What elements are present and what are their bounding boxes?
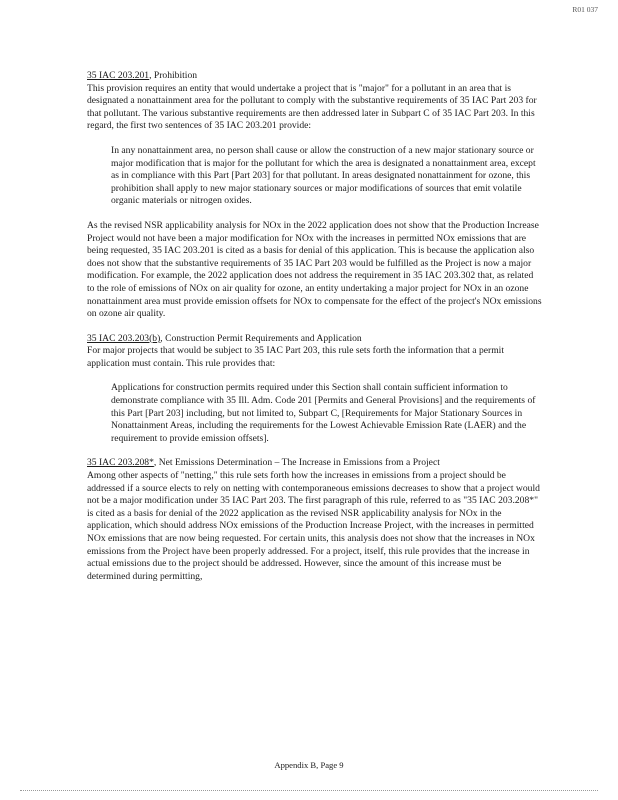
page-footer: Appendix B, Page 9 — [274, 760, 344, 770]
section-title: , Net Emissions Determination – The Increase in Emissions from a Project — [153, 457, 440, 469]
page-reference: R01 037 — [572, 5, 598, 14]
section-title: , Prohibition — [149, 70, 198, 81]
section-citation: 35 IAC 203.203(b) — [87, 332, 161, 344]
section-body: This provision requires an entity that would undertake a project that is "major" for a pollutant in an area that is designated a nonattainment area for the pollutant to comply with the substantive requirements of 35 IAC Part 203 for that pollutant. The various substantive requirements are then addressed later in Subpart C of 35 IAC Part 203. In this regard, the first two sentences of 35 IAC 203.201 provide: — [87, 82, 537, 132]
section-quote: In any nonattainment area, no person shall cause or allow the construction of a new major stationary source or major modification that is major for the pollutant for which the area is designated a nonattainment area, except as in compliance with this Part [Part 203] for that pollutant. In areas designated nonattainment for ozone, this prohibition shall apply to new major stationary sources or major modifications of sources that emit volatile organic materials or nitrogen oxides. — [111, 144, 536, 207]
section-body: For major projects that would be subject to 35 IAC Part 203, this rule sets forth the information that a permit application must contain. This rule provides that: — [87, 345, 504, 369]
section-heading-203-201 — [87, 70, 542, 83]
section-citation: 35 IAC 203.201 — [87, 70, 150, 81]
section-body: Among other aspects of "netting," this rule sets forth how the increases in emissions from a project should be addressed if a source elects to rely on netting with contemporaneous emissions decreases to show that a project would not be a major modification under 35 IAC Part 203. The first paragraph of this rule, referred to as "35 IAC 203.208*" is cited as a basis for denial of the 2022 application as the revised NSR applicability analysis for NOx in the application, which should address NOx emissions of the Production Increase Project, with the increases in permitted NOx emissions that are now being requested. For certain units, this analysis does not show that the increases in NOx emissions from the Project have been properly addressed. For a project, itself, this rule provides that the increase in actual emissions due to the project should be addressed. However, since the amount of this increase must be determined during permitting, — [87, 470, 540, 582]
section-203-203b — [87, 333, 542, 446]
section-heading-203-208 — [87, 457, 542, 470]
document-body — [87, 70, 542, 583]
section-quote: Applications for construction permits required under this Section shall contain sufficient information to demonstrate compliance with 35 Ill. Adm. Code 201 [Permits and General Provisions] and the requirements of this Part [Part 203] including, but not limited to, Subpart C, [Requirements for Major Stationary Sources in Nonattainment Areas, including the requirements for the Lowest Achievable Emission Rate (LAER) and the requirement to provide emission offsets]. — [111, 382, 536, 444]
section-203-208 — [87, 457, 542, 583]
section-title: , Construction Permit Requirements and Application — [160, 332, 362, 344]
section-citation: 35 IAC 203.208* — [87, 457, 154, 469]
section-heading-203-203b — [87, 333, 542, 346]
section-analysis: As the revised NSR applicability analysis for NOx in the 2022 application does not show that the Production Increase Project would not have been a major modification for NOx with the increases in permitted NOx emissions that are being requested, 35 IAC 203.201 is cited as a basis for denial of this application. This is because the application also does not show that the substantive requirements of 35 IAC Part 203 would be fulfilled as the Project is now a major modification. For example, the 2022 application does not address the requirement in 35 IAC 203.302 that, as related to the role of emissions of NOx on air quality for ozone, an entity undertaking a major project for NOx in an ozone nonattainment area must provide emission offsets for NOx to compensate for the effect of the project's NOx emissions on ozone air quality. — [87, 219, 542, 320]
bottom-dotted-rule — [20, 790, 598, 791]
